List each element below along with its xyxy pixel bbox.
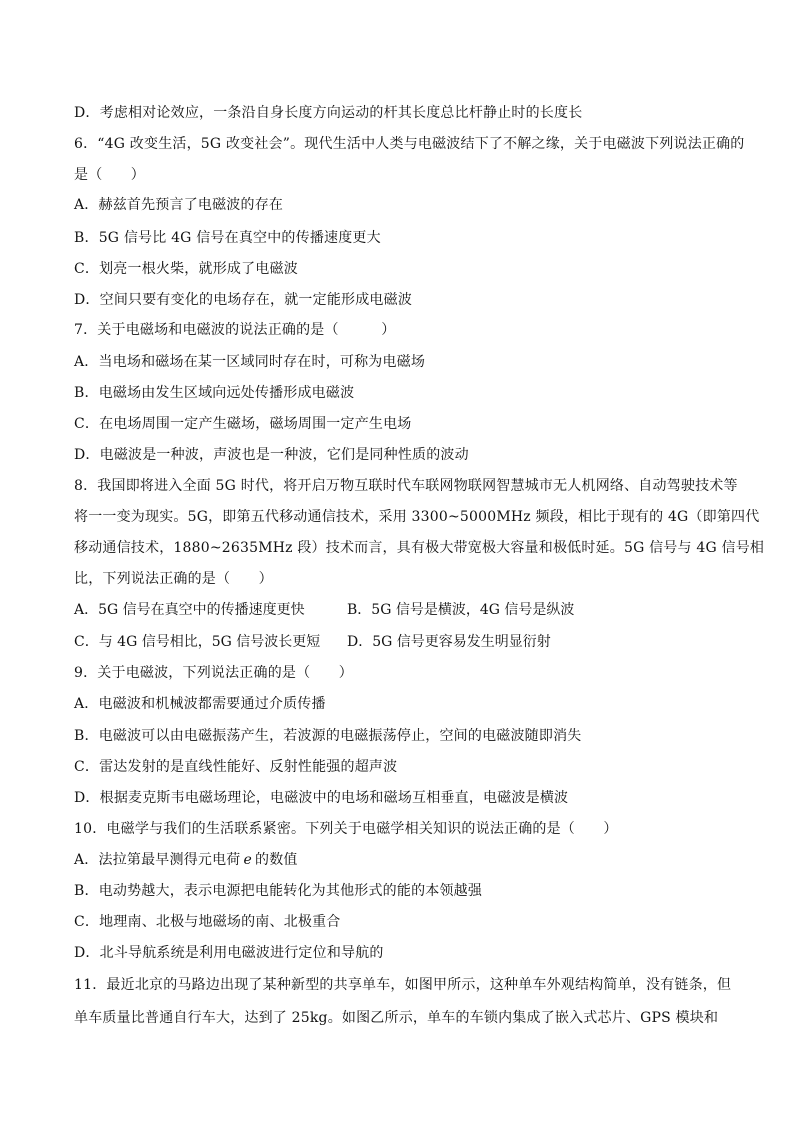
- question-8-option-b: B．5G 信号是横波，4G 信号是纵波: [347, 602, 575, 618]
- question-10-stem: 10．电磁学与我们的生活联系紧密。下列关于电磁学相关知识的说法正确的是（ ）: [74, 821, 618, 837]
- question-7-option-a: A．当电场和磁场在某一区域同时存在时，可称为电磁场: [74, 354, 426, 370]
- question-10-option-b: B．电动势越大，表示电源把电能转化为其他形式的能的本领越强: [74, 883, 483, 899]
- question-5-option-d: D．考虑相对论效应，一条沿自身长度方向运动的杆其长度总比杆静止时的长度长: [74, 105, 583, 121]
- question-7-option-d: D．电磁波是一种波，声波也是一种波，它们是同种性质的波动: [74, 447, 469, 463]
- question-9-option-c: C．雷达发射的是直线性能好、反射性能强的超声波: [74, 759, 398, 775]
- question-10-option-c: C．地理南、北极与地磁场的南、北极重合: [74, 914, 341, 930]
- question-8-option-c: C．与 4G 信号相比，5G 信号波长更短: [74, 634, 321, 650]
- variable-e: e: [243, 852, 253, 868]
- question-8-option-d: D．5G 信号更容易发生明显衍射: [347, 634, 551, 650]
- question-9-option-a: A．电磁波和机械波都需要通过介质传播: [74, 696, 326, 712]
- question-9-option-d: D．根据麦克斯韦电磁场理论，电磁波中的电场和磁场互相垂直，电磁波是横波: [74, 790, 569, 806]
- question-6-option-b: B．5G 信号比 4G 信号在真空中的传播速度更大: [74, 230, 381, 246]
- question-8-stem-cont-3: 比，下列说法正确的是（ ）: [74, 571, 273, 587]
- option-a-text-post: 的数值: [255, 852, 298, 868]
- question-8-stem: 8．我国即将进入全面 5G 时代，将开启万物互联时代车联网物联网智慧城市无人机网络、自动驾驶技术等: [74, 478, 738, 494]
- question-8-stem-cont-1: 将一一变为现实。5G，即第五代移动通信技术，采用 3300~5000MHz 频段，相比于现有的 4G（即第四代: [74, 509, 760, 525]
- question-9-option-b: B．电磁波可以由电磁振荡产生，若波源的电磁振荡停止，空间的电磁波随即消失: [74, 728, 582, 744]
- option-a-text-pre: A．法拉第最早测得元电荷: [74, 852, 241, 868]
- question-8-stem-cont-2: 移动通信技术，1880~2635MHz 段）技术而言，具有极大带宽极大容量和极低时延。5G 信号与 4G 信号相: [74, 540, 765, 556]
- question-8-option-a: A．5G 信号在真空中的传播速度更快: [74, 602, 305, 618]
- question-6-option-a: A．赫兹首先预言了电磁波的存在: [74, 197, 284, 213]
- question-7-stem: 7．关于电磁场和电磁波的说法正确的是（ ）: [74, 322, 396, 338]
- question-6-option-c: C．划亮一根火柴，就形成了电磁波: [74, 261, 298, 277]
- question-6-stem-cont: 是（ ）: [74, 167, 145, 183]
- question-11-stem: 11．最近北京的马路边出现了某种新型的共享单车，如图甲所示，这种单车外观结构简单，没有链条，但: [74, 977, 732, 993]
- question-11-stem-cont: 单车质量比普通自行车大，达到了 25kg。如图乙所示，单车的车锁内集成了嵌入式芯片、GPS 模块和: [74, 1010, 719, 1026]
- question-10-option-d: D．北斗导航系统是利用电磁波进行定位和导航的: [74, 945, 384, 961]
- question-7-option-b: B．电磁场由发生区域向远处传播形成电磁波: [74, 385, 355, 401]
- question-7-option-c: C．在电场周围一定产生磁场，磁场周围一定产生电场: [74, 416, 412, 432]
- question-10-option-a: [74, 850, 734, 870]
- question-6-stem: 6．“4G 改变生活，5G 改变社会”。现代生活中人类与电磁波结下了不解之缘，关于电磁波下列说法正确的: [74, 136, 745, 152]
- question-9-stem: 9．关于电磁波，下列说法正确的是（ ）: [74, 665, 353, 681]
- question-6-option-d: D．空间只要有变化的电场存在，就一定能形成电磁波: [74, 292, 413, 308]
